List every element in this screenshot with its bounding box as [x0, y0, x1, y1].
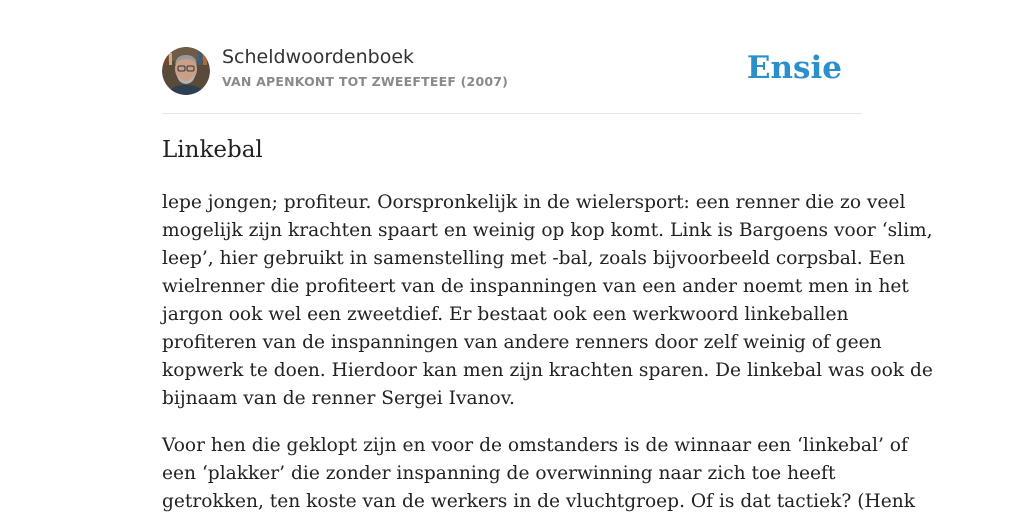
- ensie-logo[interactable]: Ensie: [746, 50, 842, 86]
- paragraph-line: Voor hen die geklopt zijn en voor de omstanders is de winnaar een ‘linkebal’ of: [162, 435, 908, 456]
- source-header: [162, 46, 862, 96]
- paragraph-line: profiteren van de inspanningen van andere renners door zelf weinig of geen: [162, 332, 882, 353]
- entry-title: Linkebal: [162, 137, 263, 163]
- paragraph-line: getrokken, ten koste van de werkers in de vluchtgroep. Of is dat tactiek? (Henk: [162, 491, 915, 512]
- paragraph-line: bijnaam van de renner Sergei Ivanov.: [162, 388, 515, 409]
- source-title[interactable]: Scheldwoordenboek: [222, 46, 415, 68]
- paragraph-line: kopwerk te doen. Hierdoor kan men zijn krachten sparen. De linkebal was ook de: [162, 360, 933, 381]
- paragraph-line: wielrenner die profiteert van de inspanningen van een ander noemt men in het: [162, 276, 909, 297]
- paragraph-line: lepe jongen; profiteur. Oorspronkelijk in de wielersport: een renner die zo veel: [162, 192, 906, 213]
- paragraph-line: jargon ook wel een zweetdief. Er bestaat ook een werkwoord linkeballen: [162, 304, 849, 325]
- definition-paragraph: [162, 189, 933, 413]
- author-avatar[interactable]: [162, 47, 210, 95]
- header-divider: [162, 113, 862, 114]
- paragraph-line: mogelijk zijn krachten spaart en weinig op kop komt. Link is Bargoens voor ‘slim,: [162, 220, 933, 241]
- paragraph-line: leep’, hier gebruikt in samenstelling met -bal, zoals bijvoorbeeld corpsbal. Een: [162, 248, 906, 269]
- source-subtitle: VAN APENKONT TOT ZWEEFTEEF (2007): [222, 74, 509, 89]
- paragraph-line: een ‘plakker’ die zonder inspanning de overwinning naar zich toe heeft: [162, 463, 836, 484]
- quote-paragraph: [162, 432, 915, 512]
